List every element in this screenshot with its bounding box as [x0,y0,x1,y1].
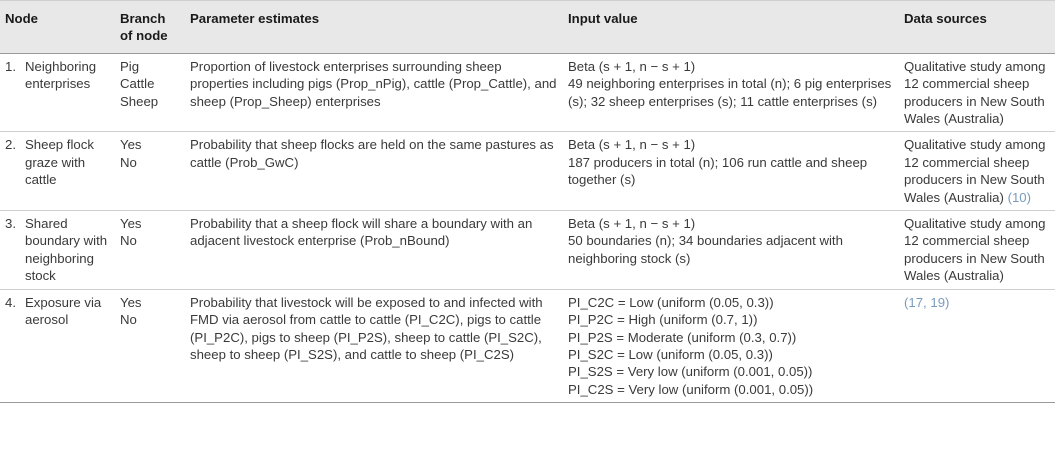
branch-item: No [120,312,137,328]
node-label: Sheep flock graze with cattle [25,137,94,188]
input-line: PI_P2S = Moderate (uniform (0.3, 0.7)) [568,329,797,345]
table-row [0,53,1055,132]
node-cell [0,211,115,290]
input-beta: Beta (s + 1, n − s + 1) [568,137,696,153]
input-line: PI_S2C = Low (uniform (0.05, 0.3)) [568,346,773,362]
input-beta: Beta (s + 1, n − s + 1) [568,58,696,74]
input-line: PI_C2S = Very low (uniform (0.001, 0.05)) [568,381,814,397]
source-reference-link[interactable]: (10) [1007,189,1032,205]
input-line: PI_P2C = High (uniform (0.7, 1)) [568,312,758,328]
node-cell [0,53,115,132]
node-number: 2. [5,137,16,153]
input-line: PI_C2C = Low (uniform (0.05, 0.3)) [568,294,774,310]
header-branch: Branch of node [115,1,185,54]
source-text: Qualitative study among 12 commercial sheep producers in New South Wales (Australia) [904,58,1046,127]
node-number: 1. [5,58,16,74]
branch-item: Sheep [120,93,159,109]
header-node: Node [0,1,115,54]
input-line: PI_S2S = Very low (uniform (0.001, 0.05)) [568,364,813,380]
node-number: 4. [5,294,16,310]
source-cell [899,132,1055,211]
branch-item: No [120,233,137,249]
header-params: Parameter estimates [185,1,563,54]
table-row [0,289,1055,402]
input-beta: Beta (s + 1, n − s + 1) [568,216,696,232]
branch-item: Yes [120,137,142,153]
node-label: Shared boundary with neighboring stock [25,216,108,284]
branch-item: Yes [120,216,142,232]
table-row [0,211,1055,290]
header-sources: Data sources [899,1,1055,54]
header-input: Input value [563,1,899,54]
branch-item: Yes [120,294,142,310]
branch-item: Cattle [120,76,155,92]
node-cell [0,289,115,402]
node-label: Neighboring enterprises [25,58,97,92]
node-cell [0,132,115,211]
branch-cell [115,53,185,132]
source-text: Qualitative study among 12 commercial sheep producers in New South Wales (Australia) [904,137,1046,205]
input-cell [563,211,899,290]
input-cell [563,53,899,132]
source-reference-link[interactable]: (17, 19) [904,294,950,310]
params-cell: Proportion of livestock enterprises surrounding sheep properties including pigs (Prop_nPig), cattle (Prop_Cattle), and sheep (Prop_Sheep) enterprises [185,53,563,132]
branch-cell [115,289,185,402]
source-text: Qualitative study among 12 commercial sheep producers in New South Wales (Australia) [904,216,1046,284]
branch-item: Pig [120,58,140,74]
branch-item: No [120,154,137,170]
branch-cell [115,132,185,211]
input-detail: 187 producers in total (n); 106 run cattle and sheep together (s) [568,154,868,188]
node-label: Exposure via aerosol [25,294,102,328]
table-row [0,132,1055,211]
params-cell: Probability that a sheep flock will share a boundary with an adjacent livestock enterprise (Prob_nBound) [185,211,563,290]
input-detail: 49 neighboring enterprises in total (n); 6 pig enterprises (s); 32 sheep enterprises (s); 11 cattle enterprises (s) [568,76,892,109]
source-cell [899,211,1055,290]
node-number: 3. [5,216,16,232]
header-row [0,1,1055,54]
source-cell [899,289,1055,402]
params-cell: Probability that livestock will be exposed to and infected with FMD via aerosol from cattle to cattle (PI_C2C), pigs to cattle (PI_P2C), pigs to sheep (PI_P2S), sheep to cattle (PI_S2C), sheep to sheep (PI_S2S), and cattle to sheep (PI_C2S) [185,289,563,402]
input-cell [563,132,899,211]
branch-cell [115,211,185,290]
source-cell [899,53,1055,132]
input-cell [563,289,899,402]
input-detail: 50 boundaries (n); 34 boundaries adjacent with neighboring stock (s) [568,233,843,266]
params-cell: Probability that sheep flocks are held on the same pastures as cattle (Prob_GwC) [185,132,563,211]
